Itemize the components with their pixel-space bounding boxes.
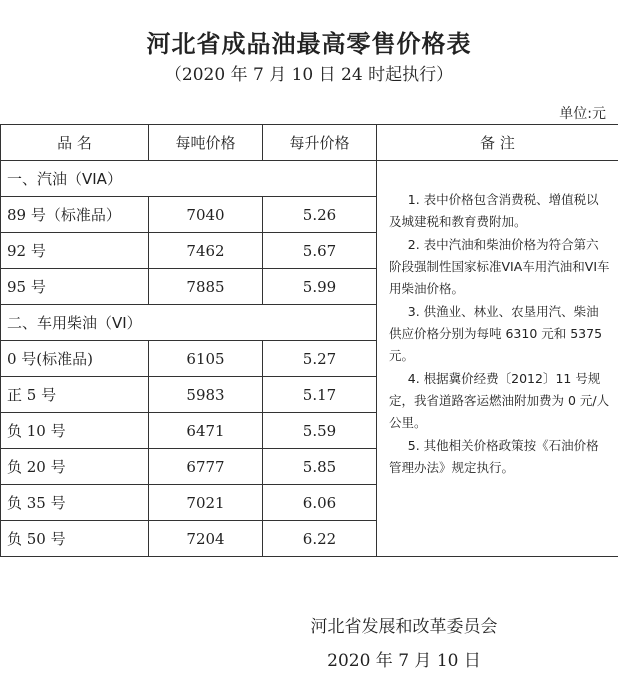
header-price-per-ton: 每吨价格: [149, 125, 263, 161]
product-name: 92 号: [1, 233, 149, 269]
category-label-diesel: 二、车用柴油（VI）: [1, 305, 377, 341]
price-per-liter: 5.85: [263, 449, 377, 485]
page-title: 河北省成品油最高零售价格表: [146, 29, 472, 58]
price-per-liter: 5.99: [263, 269, 377, 305]
issue-date: 2020 年 7 月 10 日: [327, 651, 481, 671]
product-name: 负 50 号: [1, 521, 149, 557]
price-per-liter: 6.06: [263, 485, 377, 521]
product-name: 95 号: [1, 269, 149, 305]
price-per-liter: 5.26: [263, 197, 377, 233]
price-per-liter: 5.67: [263, 233, 377, 269]
price-per-ton: 7462: [149, 233, 263, 269]
note-item: 1. 表中价格包含消费税、增值税以及城建税和教育费附加。: [389, 192, 599, 229]
product-name: 负 10 号: [1, 413, 149, 449]
price-per-ton: 6105: [149, 341, 263, 377]
header-notes: 备 注: [377, 125, 618, 161]
unit-label: 单位:元: [559, 106, 606, 122]
price-per-ton: 7040: [149, 197, 263, 233]
note-item: 4. 根据冀价经费〔2012〕11 号规定，我省道路客运燃油附加费为 0 元/人公里。: [389, 371, 610, 430]
price-per-liter: 5.27: [263, 341, 377, 377]
price-per-liter: 6.22: [263, 521, 377, 557]
note-item: 5. 其他相关价格政策按《石油价格管理办法》规定执行。: [389, 438, 599, 475]
product-name: 正 5 号: [1, 377, 149, 413]
price-per-ton: 7021: [149, 485, 263, 521]
price-per-liter: 5.59: [263, 413, 377, 449]
price-per-ton: 7204: [149, 521, 263, 557]
category-row-gasoline: [1, 161, 618, 197]
header-price-per-liter: 每升价格: [263, 125, 377, 161]
price-per-ton: 6471: [149, 413, 263, 449]
table-header-row: [1, 125, 618, 161]
product-name: 负 20 号: [1, 449, 149, 485]
price-table: [0, 124, 618, 557]
header-name: 品 名: [1, 125, 149, 161]
note-item: 2. 表中汽油和柴油价格为符合第六阶段强制性国家标准VIA车用汽油和VI车用柴油价格。: [389, 237, 610, 296]
price-per-ton: 6777: [149, 449, 263, 485]
price-per-ton: 7885: [149, 269, 263, 305]
price-per-ton: 5983: [149, 377, 263, 413]
note-item: 3. 供渔业、林业、农垦用汽、柴油供应价格分别为每吨 6310 元和 5375 元。: [389, 304, 603, 363]
page-subtitle: （2020 年 7 月 10 日 24 时起执行）: [164, 65, 454, 85]
issuing-organization: 河北省发展和改革委员会: [310, 617, 498, 637]
product-name: 89 号（标准品）: [1, 197, 149, 233]
notes-cell: [377, 161, 618, 557]
category-label-gasoline: 一、汽油（VIA）: [1, 161, 377, 197]
product-name: 负 35 号: [1, 485, 149, 521]
price-per-liter: 5.17: [263, 377, 377, 413]
product-name: 0 号(标准品): [1, 341, 149, 377]
